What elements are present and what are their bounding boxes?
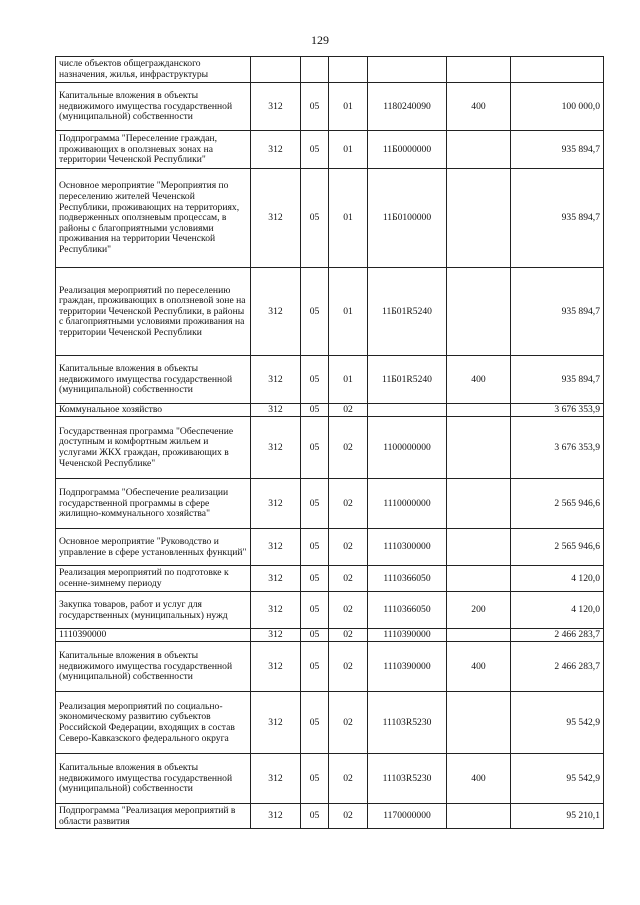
section-code-cell: 05 [301, 566, 329, 592]
ministry-code-cell: 312 [251, 566, 301, 592]
section-code-cell: 05 [301, 356, 329, 404]
item-name-cell: Капитальные вложения в объекты недвижимого имущества государственной (муниципальной) собственности [56, 754, 251, 804]
ministry-code-cell [251, 57, 301, 83]
subsection-code-cell: 02 [329, 642, 368, 692]
item-name-cell: Основное мероприятие "Руководство и управление в сфере установленных функций" [56, 529, 251, 566]
subsection-code-cell: 02 [329, 629, 368, 642]
ministry-code-cell: 312 [251, 642, 301, 692]
subsection-code-cell: 01 [329, 169, 368, 268]
target-article-cell [368, 404, 447, 417]
table-row [56, 131, 604, 169]
target-article-cell [368, 57, 447, 83]
expense-type-cell [447, 268, 511, 356]
section-code-cell: 05 [301, 754, 329, 804]
table-row [56, 692, 604, 754]
expense-type-cell [447, 692, 511, 754]
ministry-code-cell: 312 [251, 131, 301, 169]
subsection-code-cell: 01 [329, 356, 368, 404]
target-article-cell: 11Б0100000 [368, 169, 447, 268]
target-article-cell: 1110390000 [368, 642, 447, 692]
ministry-code-cell: 312 [251, 479, 301, 529]
amount-cell [511, 57, 604, 83]
section-code-cell: 05 [301, 83, 329, 131]
expense-type-cell [447, 404, 511, 417]
target-article-cell: 1110366050 [368, 592, 447, 629]
amount-cell: 3 676 353,9 [511, 404, 604, 417]
table-row [56, 356, 604, 404]
item-name-cell: Реализация мероприятий по социально-экономическому развитию субъектов Российской Федерации, входящих в состав Северо-Кавказского федерального округа [56, 692, 251, 754]
ministry-code-cell: 312 [251, 804, 301, 829]
section-code-cell: 05 [301, 404, 329, 417]
ministry-code-cell: 312 [251, 356, 301, 404]
page-number: 129 [311, 33, 329, 47]
ministry-code-cell: 312 [251, 592, 301, 629]
expense-type-cell: 400 [447, 754, 511, 804]
table-row [56, 642, 604, 692]
expense-type-cell: 400 [447, 356, 511, 404]
amount-cell: 95 542,9 [511, 754, 604, 804]
section-code-cell: 05 [301, 479, 329, 529]
target-article-cell: 11Б01R5240 [368, 356, 447, 404]
amount-cell: 935 894,7 [511, 356, 604, 404]
amount-cell: 4 120,0 [511, 566, 604, 592]
table-row [56, 417, 604, 479]
ministry-code-cell: 312 [251, 83, 301, 131]
expense-type-cell [447, 566, 511, 592]
target-article-cell: 11103R5230 [368, 692, 447, 754]
section-code-cell: 05 [301, 642, 329, 692]
target-article-cell: 1100000000 [368, 417, 447, 479]
section-code-cell: 05 [301, 529, 329, 566]
amount-cell: 935 894,7 [511, 268, 604, 356]
ministry-code-cell: 312 [251, 169, 301, 268]
expense-type-cell: 200 [447, 592, 511, 629]
item-name-cell: Основное мероприятие "Мероприятия по переселению жителей Чеченской Республики, проживающих на территориях, подверженных оползневым процессам, в районы с благоприятными условиями проживания на территории Чеченской Республики" [56, 169, 251, 268]
item-name-cell: числе объектов общегражданского назначения, жилья, инфраструктуры [56, 57, 251, 83]
subsection-code-cell: 02 [329, 804, 368, 829]
table-row [56, 268, 604, 356]
section-code-cell: 05 [301, 692, 329, 754]
subsection-code-cell: 02 [329, 479, 368, 529]
section-code-cell: 05 [301, 804, 329, 829]
item-name-cell: Государственная программа "Обеспечение доступным и комфортным жильем и услугами ЖКХ граждан, проживающих в Чеченской Республике" [56, 417, 251, 479]
table-row [56, 169, 604, 268]
item-name-cell: Капитальные вложения в объекты недвижимого имущества государственной (муниципальной) собственности [56, 642, 251, 692]
subsection-code-cell: 02 [329, 529, 368, 566]
target-article-cell: 1110366050 [368, 566, 447, 592]
target-article-cell: 1180240090 [368, 83, 447, 131]
ministry-code-cell: 312 [251, 529, 301, 566]
amount-cell: 2 565 946,6 [511, 479, 604, 529]
section-code-cell: 05 [301, 629, 329, 642]
section-code-cell [301, 57, 329, 83]
amount-cell: 95 542,9 [511, 692, 604, 754]
ministry-code-cell: 312 [251, 629, 301, 642]
ministry-code-cell: 312 [251, 692, 301, 754]
ministry-code-cell: 312 [251, 268, 301, 356]
section-code-cell: 05 [301, 592, 329, 629]
table-row [56, 592, 604, 629]
subsection-code-cell: 01 [329, 268, 368, 356]
expense-type-cell: 400 [447, 642, 511, 692]
item-name-cell: 1110390000 [56, 629, 251, 642]
subsection-code-cell: 02 [329, 417, 368, 479]
table-row [56, 529, 604, 566]
section-code-cell: 05 [301, 169, 329, 268]
table-row [56, 566, 604, 592]
section-code-cell: 05 [301, 268, 329, 356]
expense-type-cell [447, 529, 511, 566]
amount-cell: 3 676 353,9 [511, 417, 604, 479]
table-row [56, 404, 604, 417]
item-name-cell: Коммунальное хозяйство [56, 404, 251, 417]
amount-cell: 935 894,7 [511, 131, 604, 169]
section-code-cell: 05 [301, 131, 329, 169]
subsection-code-cell: 02 [329, 754, 368, 804]
amount-cell: 100 000,0 [511, 83, 604, 131]
amount-cell: 95 210,1 [511, 804, 604, 829]
target-article-cell: 1110390000 [368, 629, 447, 642]
item-name-cell: Закупка товаров, работ и услуг для государственных (муниципальных) нужд [56, 592, 251, 629]
budget-table-body [56, 57, 604, 829]
item-name-cell: Подпрограмма "Реализация мероприятий в области развития [56, 804, 251, 829]
target-article-cell: 11Б0000000 [368, 131, 447, 169]
table-row [56, 57, 604, 83]
subsection-code-cell: 01 [329, 83, 368, 131]
target-article-cell: 11Б01R5240 [368, 268, 447, 356]
expense-type-cell [447, 804, 511, 829]
ministry-code-cell: 312 [251, 417, 301, 479]
amount-cell: 2 565 946,6 [511, 529, 604, 566]
amount-cell: 2 466 283,7 [511, 629, 604, 642]
expense-type-cell [447, 57, 511, 83]
amount-cell: 4 120,0 [511, 592, 604, 629]
item-name-cell: Капитальные вложения в объекты недвижимого имущества государственной (муниципальной) собственности [56, 356, 251, 404]
expense-type-cell: 400 [447, 83, 511, 131]
subsection-code-cell [329, 57, 368, 83]
subsection-code-cell: 02 [329, 566, 368, 592]
subsection-code-cell: 02 [329, 592, 368, 629]
item-name-cell: Реализация мероприятий по переселению граждан, проживающих в оползневой зоне на территории Чеченской Республики, в районы с благоприятными условиями проживания на территории Чеченской Республики [56, 268, 251, 356]
item-name-cell: Подпрограмма "Переселение граждан, проживающих в оползневых зонах на территории Чеченской Республики" [56, 131, 251, 169]
ministry-code-cell: 312 [251, 404, 301, 417]
amount-cell: 935 894,7 [511, 169, 604, 268]
table-row [56, 479, 604, 529]
expense-type-cell [447, 169, 511, 268]
item-name-cell: Реализация мероприятий по подготовке к осенне-зимнему периоду [56, 566, 251, 592]
target-article-cell: 11103R5230 [368, 754, 447, 804]
target-article-cell: 1110300000 [368, 529, 447, 566]
ministry-code-cell: 312 [251, 754, 301, 804]
subsection-code-cell: 02 [329, 404, 368, 417]
section-code-cell: 05 [301, 417, 329, 479]
target-article-cell: 1170000000 [368, 804, 447, 829]
expense-type-cell [447, 417, 511, 479]
subsection-code-cell: 02 [329, 692, 368, 754]
target-article-cell: 1110000000 [368, 479, 447, 529]
subsection-code-cell: 01 [329, 131, 368, 169]
expense-type-cell [447, 629, 511, 642]
amount-cell: 2 466 283,7 [511, 642, 604, 692]
budget-table [55, 56, 604, 829]
item-name-cell: Капитальные вложения в объекты недвижимого имущества государственной (муниципальной) собственности [56, 83, 251, 131]
expense-type-cell [447, 479, 511, 529]
table-row [56, 83, 604, 131]
expense-type-cell [447, 131, 511, 169]
table-row [56, 629, 604, 642]
item-name-cell: Подпрограмма "Обеспечение реализации государственной программы в сфере жилищно-коммунального хозяйства" [56, 479, 251, 529]
table-row [56, 754, 604, 804]
table-row [56, 804, 604, 829]
